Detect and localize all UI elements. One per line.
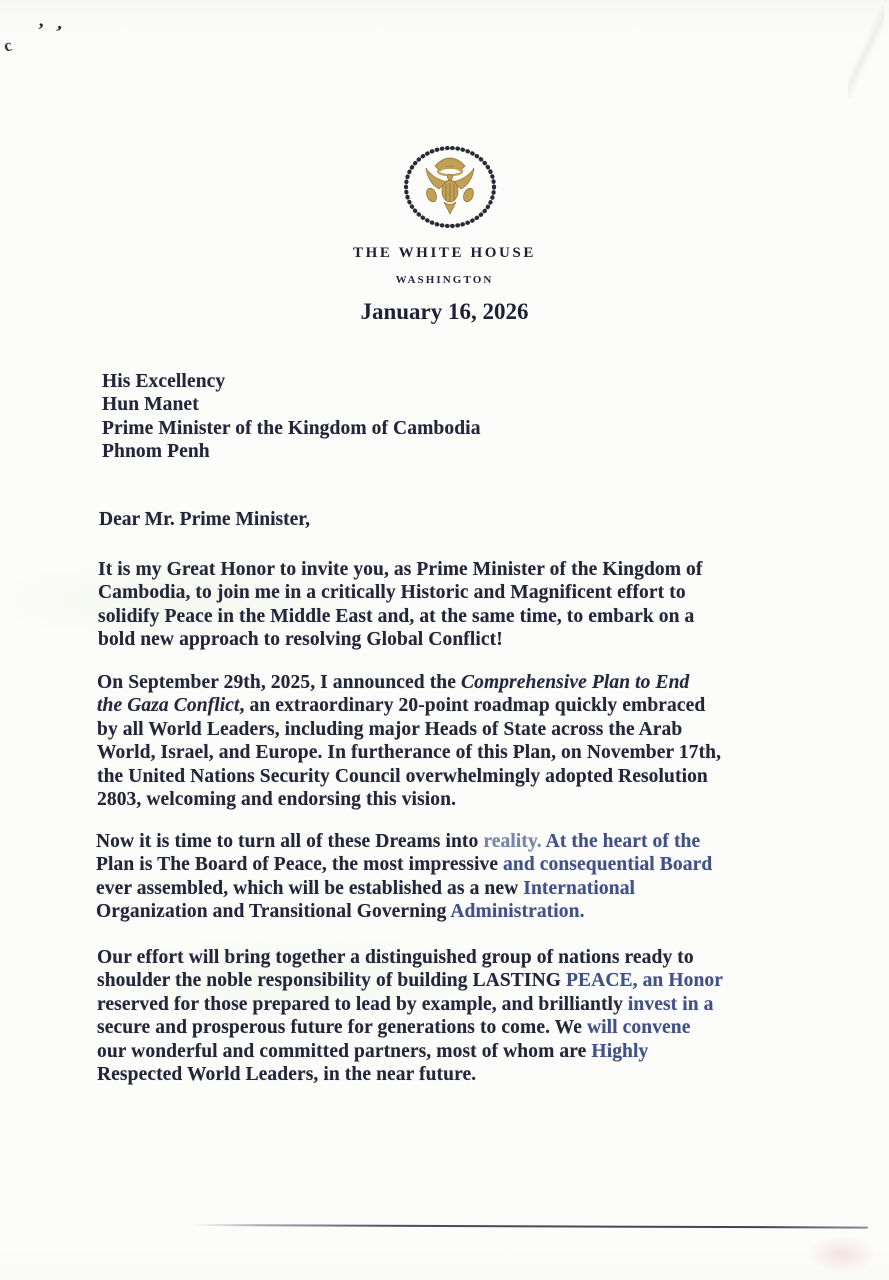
text-segment: the United Nations Security Council overwhelmingly adopted Resolution: [97, 765, 708, 787]
letter-line: Hun Manet: [102, 394, 199, 416]
text-segment: PEACE, an Honor: [566, 970, 724, 992]
letter-line: Prime Minister of the Kingdom of Cambodia: [102, 417, 481, 439]
letter-paragraph: [96, 830, 712, 924]
text-segment: Highly: [591, 1040, 649, 1062]
text-segment: Respected World Leaders, in the near future.: [97, 1064, 477, 1086]
text-segment: Now it is time to turn all of these Dreams into: [96, 831, 484, 852]
text-segment: Comprehensive Plan to End: [460, 672, 690, 693]
letter-line: [97, 1016, 723, 1039]
salutation: Dear Mr. Prime Minister,: [99, 509, 311, 530]
letter-date: January 16, 2026: [360, 299, 529, 324]
letter-line: [97, 993, 723, 1016]
letterhead-subtitle: WASHINGTON: [395, 274, 494, 286]
letter-line: [97, 718, 721, 741]
letter-line: [97, 788, 721, 811]
letter-paragraph: [98, 558, 703, 652]
text-segment: , an extraordinary 20-point roadmap quickly embraced: [239, 695, 706, 717]
text-segment: our wonderful and committed partners, most of whom are: [97, 1040, 592, 1062]
text-segment: World, Israel, and Europe. In furtherance of this Plan, on November 17th,: [97, 742, 722, 764]
letter-paragraph: [97, 671, 721, 811]
text-segment: International: [523, 877, 636, 899]
letter-line: Phnom Penh: [102, 441, 210, 463]
letter-line: [96, 900, 712, 923]
text-segment: reality.: [483, 831, 542, 852]
text-segment: Organization and Transitional Governing: [96, 901, 451, 923]
letter-line: [96, 853, 712, 876]
text-segment: and consequential Board: [503, 854, 713, 876]
text-segment: will convene: [586, 1017, 691, 1039]
letter-line: [97, 969, 723, 992]
text-segment: ever assembled, which will be established as a new: [96, 877, 524, 899]
text-segment: by all World Leaders, including major Heads of State across the Arab: [97, 718, 683, 740]
text-segment: On September 29th, 2025, I announced the: [97, 672, 461, 693]
letter-line: [96, 830, 712, 853]
presidential-seal-icon: [401, 144, 499, 232]
letter-line: [96, 877, 712, 900]
text-segment: bold new approach to resolving Global Conflict!: [98, 629, 503, 651]
scan-artifact-line: [195, 1224, 868, 1229]
text-segment: the Gaza Conflict: [97, 695, 240, 717]
recipient-address-block: [102, 370, 481, 464]
letter-line: [97, 1063, 723, 1086]
letter-line: [97, 1040, 723, 1063]
letter-line: [98, 605, 703, 628]
text-segment: Administration.: [450, 901, 585, 923]
letterhead-title: THE WHITE HOUSE: [353, 245, 536, 261]
text-segment: solidify Peace in the Middle East and, at the same time, to embark on a: [98, 605, 695, 627]
letter-line: [98, 581, 703, 604]
stray-ink-tick: ’: [50, 21, 65, 44]
letter-line: [98, 558, 703, 581]
letter-line: [98, 628, 703, 651]
text-segment: At the heart of the: [541, 831, 701, 852]
text-segment: It is my Great Honor to invite you, as Prime Minister of the Kingdom of: [98, 559, 703, 580]
scan-smudge: [795, 1228, 889, 1280]
letter-line: [97, 765, 721, 788]
text-segment: shoulder the noble responsibility of building LASTING: [97, 970, 567, 992]
text-segment: 2803, welcoming and endorsing this vision.: [97, 789, 457, 811]
text-segment: invest in a: [627, 993, 714, 1015]
text-segment: Our effort will bring together a distinguished group of nations ready to: [97, 947, 694, 968]
letter-line: His Excellency: [102, 371, 226, 392]
text-segment: Cambodia, to join me in a critically Historic and Magnificent effort to: [98, 582, 686, 604]
text-segment: secure and prosperous future for generations to come. We: [97, 1017, 587, 1039]
letter-line: [97, 946, 723, 969]
letter-line: [97, 694, 721, 717]
stray-ink-tick: ’: [35, 19, 45, 42]
letter-line: [97, 741, 721, 764]
letter-line: [97, 671, 721, 694]
scan-edge-streak: [848, 6, 884, 98]
stray-ink-mark: c: [1, 35, 14, 56]
text-segment: Plan is The Board of Peace, the most impressive: [96, 854, 504, 876]
text-segment: reserved for those prepared to lead by example, and brilliantly: [97, 993, 628, 1015]
letter-paragraph: [97, 946, 723, 1086]
